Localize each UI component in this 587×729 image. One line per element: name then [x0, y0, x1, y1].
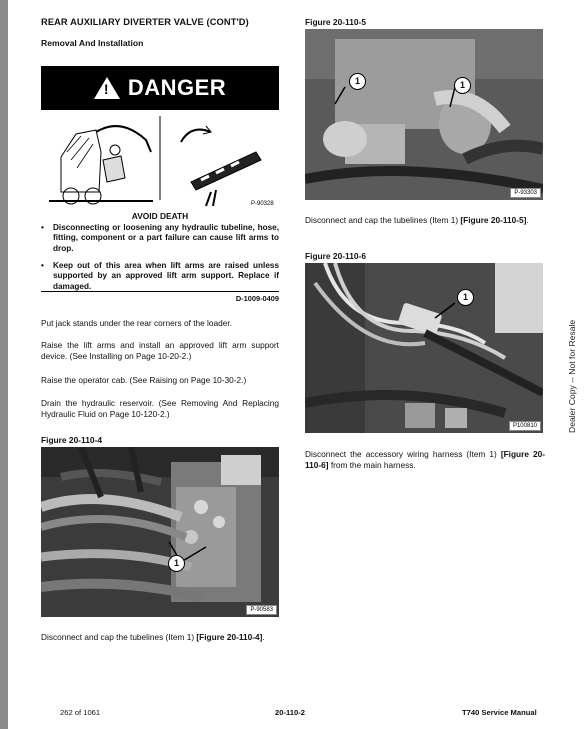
description-text: Disconnect and cap the tubelines (Item 1) — [305, 215, 461, 225]
danger-word: DANGER — [127, 75, 227, 100]
tubeline-fitting-photo — [305, 29, 543, 200]
description-end: . — [526, 215, 529, 225]
callout-marker: 1 — [349, 73, 366, 90]
description-text: Disconnect the accessory wiring harness (Item 1) — [305, 449, 501, 459]
warning-triangle-icon: ! — [94, 77, 120, 99]
figure-caption: Figure 20-110-4 — [41, 435, 102, 445]
figure-description — [305, 215, 545, 226]
figure-description — [305, 449, 545, 471]
step-text: Raise the lift arms and install an approved lift arm support device. (See Installing on Page 10-20-2.) — [41, 340, 279, 362]
danger-bullet — [41, 261, 279, 292]
figure-photo — [41, 447, 279, 617]
figure-code: P-90583 — [246, 605, 277, 615]
figure-code: P-93303 — [510, 188, 541, 198]
figure-reference: [Figure 20-110-6] — [305, 449, 545, 471]
section-title: REAR AUXILIARY DIVERTER VALVE (CONT'D) — [41, 17, 249, 27]
figure-reference: [Figure 20-110-4] — [196, 632, 263, 642]
hydraulic-valve-photo — [41, 447, 279, 617]
step-text: Raise the operator cab. (See Raising on Page 10-30-2.) — [41, 375, 247, 385]
page-spine — [0, 0, 8, 729]
step-text: Drain the hydraulic reservoir. (See Removing And Replacing Hydraulic Fluid on Page 10-120-2.) — [41, 398, 279, 420]
figure-photo — [305, 263, 543, 433]
figure-description — [41, 632, 279, 643]
danger-bullet-text: Disconnecting or loosening any hydraulic tubeline, hose, fitting, component or a part failure can cause lift arms to drop. — [53, 223, 279, 253]
danger-heading: AVOID DEATH — [131, 211, 189, 221]
danger-code: D-1009-0409 — [235, 294, 279, 303]
figure-caption: Figure 20-110-5 — [305, 17, 366, 27]
wiring-harness-photo — [305, 263, 543, 433]
danger-bullet — [41, 223, 279, 254]
description-end: from the main harness. — [328, 460, 416, 471]
figure-reference: [Figure 20-110-5] — [460, 215, 527, 225]
danger-banner — [41, 66, 279, 110]
dealer-copy-watermark: Dealer Copy -- Not for Resale — [567, 319, 577, 433]
danger-rule — [41, 291, 279, 292]
danger-bullet-text: Keep out of this area when lift arms are raised unless supported by an approved lift arm support. Replace if damaged. — [53, 261, 279, 291]
danger-illustration — [41, 112, 279, 208]
bullet-marker: • — [41, 261, 44, 270]
callout-marker: 1 — [457, 289, 474, 306]
description-text: Disconnect and cap the tubelines (Item 1) — [41, 632, 197, 642]
danger-art-code: P-90328 — [251, 201, 274, 207]
section-subtitle: Removal And Installation — [41, 38, 144, 48]
page-number: 20-110-2 — [275, 708, 305, 717]
callout-marker: 1 — [454, 77, 471, 94]
figure-photo — [305, 29, 543, 200]
manual-name: T740 Service Manual — [462, 708, 537, 717]
bullet-marker: • — [41, 223, 44, 232]
figure-code: P100810 — [509, 421, 541, 431]
page-count: 262 of 1061 — [60, 708, 101, 717]
callout-marker: 1 — [168, 555, 185, 572]
step-text: Put jack stands under the rear corners of the loader. — [41, 318, 232, 328]
figure-caption: Figure 20-110-6 — [305, 251, 366, 261]
description-end: . — [262, 632, 265, 642]
